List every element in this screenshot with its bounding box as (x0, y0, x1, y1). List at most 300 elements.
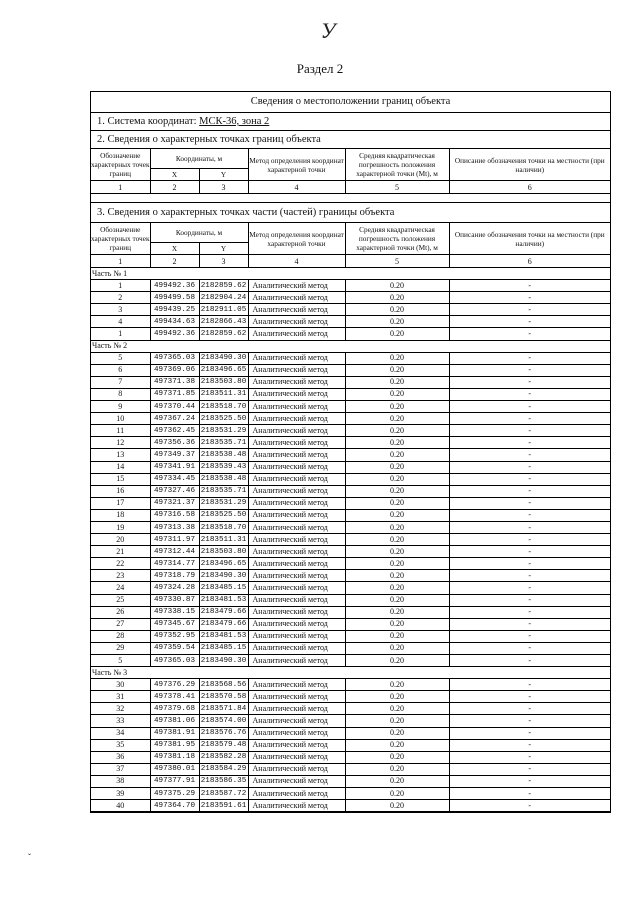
coord-y: 2183582.28 (199, 751, 248, 763)
point-id: 16 (91, 485, 150, 497)
description-cell: - (449, 703, 610, 715)
coord-y: 2183531.29 (199, 497, 248, 509)
table-row (91, 497, 610, 509)
method-header: Метод определения координат характерной точки (248, 223, 345, 255)
description-cell: - (449, 437, 610, 449)
coord-y: 2183511.31 (199, 534, 248, 546)
method-cell: Аналитический метод (248, 292, 345, 304)
coord-x: 497371.38 (150, 376, 199, 388)
accuracy-cell: 0.20 (345, 485, 449, 497)
part-label-row (91, 268, 610, 280)
accuracy-cell: 0.20 (345, 739, 449, 751)
point-id: 21 (91, 546, 150, 558)
coord-x: 497314.77 (150, 558, 199, 570)
scan-mark: ˇ (28, 852, 31, 862)
coord-x: 497321.37 (150, 497, 199, 509)
method-cell: Аналитический метод (248, 461, 345, 473)
point-id: 31 (91, 691, 150, 703)
accuracy-header: Средняя квадратическая погрешность положения характерной точки (Mt), м (345, 223, 449, 255)
description-cell: - (449, 509, 610, 521)
table-row (91, 582, 610, 594)
coord-y: 2183490.30 (199, 352, 248, 364)
description-cell: - (449, 449, 610, 461)
method-cell: Аналитический метод (248, 437, 345, 449)
coord-x: 499492.36 (150, 280, 199, 292)
accuracy-cell: 0.20 (345, 316, 449, 328)
coord-x: 497338.15 (150, 606, 199, 618)
coord-y: 2183587.72 (199, 788, 248, 800)
table-row (91, 534, 610, 546)
accuracy-cell: 0.20 (345, 618, 449, 630)
point-id: 12 (91, 437, 150, 449)
table-row (91, 606, 610, 618)
point-id: 25 (91, 594, 150, 606)
table-row (91, 751, 610, 763)
description-cell: - (449, 679, 610, 691)
accuracy-cell: 0.20 (345, 606, 449, 618)
coord-x: 497365.03 (150, 655, 199, 667)
accuracy-cell: 0.20 (345, 534, 449, 546)
point-id: 36 (91, 751, 150, 763)
method-cell: Аналитический метод (248, 763, 345, 775)
method-cell: Аналитический метод (248, 388, 345, 400)
point-id: 13 (91, 449, 150, 461)
method-cell: Аналитический метод (248, 497, 345, 509)
accuracy-cell: 0.20 (345, 679, 449, 691)
coord-y: 2183525.50 (199, 509, 248, 521)
coord-x: 497371.85 (150, 388, 199, 400)
method-cell: Аналитический метод (248, 473, 345, 485)
col-num: 1 (91, 255, 150, 268)
description-cell: - (449, 570, 610, 582)
description-cell: - (449, 401, 610, 413)
coord-x: 497356.36 (150, 437, 199, 449)
method-cell: Аналитический метод (248, 751, 345, 763)
col-num: 3 (199, 255, 248, 268)
method-cell: Аналитический метод (248, 582, 345, 594)
section-title: Раздел 2 (296, 61, 344, 76)
frame-title: Сведения о местоположении границ объекта (91, 92, 610, 113)
table-row (91, 739, 610, 751)
table-row (91, 703, 610, 715)
accuracy-cell: 0.20 (345, 509, 449, 521)
table-row (91, 594, 610, 606)
description-cell: - (449, 364, 610, 376)
coord-x: 499492.36 (150, 328, 199, 340)
section2-title: 2. Сведения о характерных точках границ объекта (91, 131, 610, 149)
part-label-row (91, 340, 610, 352)
table-row (91, 401, 610, 413)
coord-y: 2183485.15 (199, 582, 248, 594)
coord-x: 497381.95 (150, 739, 199, 751)
coord-y: 2182859.62 (199, 280, 248, 292)
point-id: 32 (91, 703, 150, 715)
accuracy-cell: 0.20 (345, 364, 449, 376)
point-id: 1 (91, 280, 150, 292)
description-cell: - (449, 546, 610, 558)
description-cell: - (449, 521, 610, 533)
coord-x: 497316.58 (150, 509, 199, 521)
point-id: 28 (91, 630, 150, 642)
point-id: 38 (91, 775, 150, 787)
coord-x: 497370.44 (150, 401, 199, 413)
coord-y: 2183490.30 (199, 655, 248, 667)
accuracy-cell: 0.20 (345, 691, 449, 703)
coord-y: 2183490.30 (199, 570, 248, 582)
table-row (91, 763, 610, 775)
accuracy-cell: 0.20 (345, 280, 449, 292)
coord-y: 2183586.35 (199, 775, 248, 787)
table-row (91, 449, 610, 461)
table-row (91, 292, 610, 304)
accuracy-cell: 0.20 (345, 413, 449, 425)
coord-y: 2183591.61 (199, 800, 248, 812)
method-cell: Аналитический метод (248, 316, 345, 328)
method-cell: Аналитический метод (248, 594, 345, 606)
coord-x: 497345.67 (150, 618, 199, 630)
description-cell: - (449, 316, 610, 328)
point-id: 11 (91, 425, 150, 437)
point-id: 5 (91, 352, 150, 364)
description-cell: - (449, 739, 610, 751)
description-cell: - (449, 715, 610, 727)
coord-y: 2183496.65 (199, 558, 248, 570)
coord-y: 2183571.84 (199, 703, 248, 715)
point-id: 1 (91, 328, 150, 340)
description-cell: - (449, 788, 610, 800)
coord-y: 2183538.48 (199, 449, 248, 461)
col-num: 6 (449, 255, 610, 268)
coordinates-header: Координаты, м (150, 223, 248, 243)
accuracy-cell: 0.20 (345, 703, 449, 715)
coord-y: 2183518.70 (199, 401, 248, 413)
coordinates-header: Координаты, м (150, 149, 248, 169)
method-cell: Аналитический метод (248, 727, 345, 739)
table-row (91, 280, 610, 292)
coord-x: 497377.91 (150, 775, 199, 787)
description-cell: - (449, 413, 610, 425)
method-cell: Аналитический метод (248, 618, 345, 630)
accuracy-cell: 0.20 (345, 461, 449, 473)
method-cell: Аналитический метод (248, 739, 345, 751)
accuracy-cell: 0.20 (345, 655, 449, 667)
section2-col-numbers (91, 181, 610, 194)
coord-y: 2183584.29 (199, 763, 248, 775)
accuracy-cell: 0.20 (345, 304, 449, 316)
point-id: 17 (91, 497, 150, 509)
table-row (91, 800, 610, 812)
col-num: 3 (199, 181, 248, 194)
y-header: Y (199, 169, 248, 181)
coord-y: 2182911.05 (199, 304, 248, 316)
method-cell: Аналитический метод (248, 691, 345, 703)
description-cell: - (449, 292, 610, 304)
table-row (91, 521, 610, 533)
method-cell: Аналитический метод (248, 328, 345, 340)
accuracy-cell: 0.20 (345, 473, 449, 485)
accuracy-cell: 0.20 (345, 401, 449, 413)
coord-y: 2183496.65 (199, 364, 248, 376)
description-cell: - (449, 691, 610, 703)
accuracy-cell: 0.20 (345, 594, 449, 606)
coord-x: 497369.06 (150, 364, 199, 376)
description-cell: - (449, 618, 610, 630)
point-id: 24 (91, 582, 150, 594)
x-header: X (150, 169, 199, 181)
coord-system-value: МСК-36, зона 2 (199, 116, 270, 127)
point-id: 19 (91, 521, 150, 533)
part-label: Часть № 2 (91, 340, 610, 352)
method-cell: Аналитический метод (248, 606, 345, 618)
coord-y: 2183539.43 (199, 461, 248, 473)
accuracy-cell: 0.20 (345, 558, 449, 570)
coord-x: 497318.79 (150, 570, 199, 582)
section3-col-numbers (91, 255, 610, 268)
description-cell: - (449, 727, 610, 739)
coord-y: 2183503.80 (199, 376, 248, 388)
designation-header: Обозначение характерных точек границ (91, 223, 150, 255)
col-num: 2 (150, 181, 199, 194)
section3-title: 3. Сведения о характерных точках части (частей) границы объекта (91, 203, 610, 223)
method-cell: Аналитический метод (248, 546, 345, 558)
accuracy-cell: 0.20 (345, 570, 449, 582)
method-cell: Аналитический метод (248, 304, 345, 316)
coord-y: 2182904.24 (199, 292, 248, 304)
col-num: 4 (248, 255, 345, 268)
table-row (91, 788, 610, 800)
coord-y: 2183576.76 (199, 727, 248, 739)
table-row (91, 413, 610, 425)
point-id: 22 (91, 558, 150, 570)
coord-x: 499434.63 (150, 316, 199, 328)
coord-x: 497381.18 (150, 751, 199, 763)
accuracy-header: Средняя квадратическая погрешность положения характерной точки (Mt), м (345, 149, 449, 181)
part-label: Часть № 3 (91, 667, 610, 679)
points-table-body (91, 268, 610, 812)
method-cell: Аналитический метод (248, 800, 345, 812)
table-row (91, 425, 610, 437)
point-id: 14 (91, 461, 150, 473)
accuracy-cell: 0.20 (345, 437, 449, 449)
coord-x: 497365.03 (150, 352, 199, 364)
coord-y: 2183579.48 (199, 739, 248, 751)
accuracy-cell: 0.20 (345, 497, 449, 509)
description-cell: - (449, 630, 610, 642)
accuracy-cell: 0.20 (345, 388, 449, 400)
coord-x: 497327.46 (150, 485, 199, 497)
coord-x: 497312.44 (150, 546, 199, 558)
coord-y: 2183535.71 (199, 437, 248, 449)
table-row (91, 473, 610, 485)
method-cell: Аналитический метод (248, 642, 345, 654)
col-num: 1 (91, 181, 150, 194)
point-id: 26 (91, 606, 150, 618)
method-cell: Аналитический метод (248, 630, 345, 642)
description-cell: - (449, 534, 610, 546)
coord-y: 2183538.48 (199, 473, 248, 485)
x-header: X (150, 243, 199, 255)
description-header: Описание обозначения точки на местности (при наличии) (449, 223, 610, 255)
description-cell: - (449, 328, 610, 340)
coord-system-line (91, 113, 610, 131)
point-id: 29 (91, 642, 150, 654)
accuracy-cell: 0.20 (345, 352, 449, 364)
point-id: 23 (91, 570, 150, 582)
table-row (91, 364, 610, 376)
description-cell: - (449, 655, 610, 667)
table-row (91, 304, 610, 316)
boundary-info-frame (90, 91, 611, 813)
page-number: У (320, 18, 336, 43)
coord-x: 497378.41 (150, 691, 199, 703)
point-id: 7 (91, 376, 150, 388)
coord-x: 497381.06 (150, 715, 199, 727)
method-cell: Аналитический метод (248, 534, 345, 546)
coord-x: 497330.87 (150, 594, 199, 606)
coord-y: 2183479.66 (199, 618, 248, 630)
coord-x: 497334.45 (150, 473, 199, 485)
accuracy-cell: 0.20 (345, 763, 449, 775)
col-num: 4 (248, 181, 345, 194)
section3-table (91, 223, 610, 812)
coord-y: 2182859.62 (199, 328, 248, 340)
description-cell: - (449, 425, 610, 437)
coord-x: 497379.68 (150, 703, 199, 715)
point-id: 35 (91, 739, 150, 751)
description-cell: - (449, 751, 610, 763)
table-row (91, 328, 610, 340)
coord-x: 497349.37 (150, 449, 199, 461)
coord-y: 2183535.71 (199, 485, 248, 497)
description-cell: - (449, 376, 610, 388)
accuracy-cell: 0.20 (345, 751, 449, 763)
coord-x: 497375.29 (150, 788, 199, 800)
accuracy-cell: 0.20 (345, 376, 449, 388)
description-cell: - (449, 775, 610, 787)
accuracy-cell: 0.20 (345, 788, 449, 800)
part-label: Часть № 1 (91, 268, 610, 280)
method-cell: Аналитический метод (248, 703, 345, 715)
coord-y: 2183568.56 (199, 679, 248, 691)
table-row (91, 546, 610, 558)
table-row (91, 352, 610, 364)
point-id: 37 (91, 763, 150, 775)
table-row (91, 715, 610, 727)
table-row (91, 630, 610, 642)
accuracy-cell: 0.20 (345, 727, 449, 739)
coord-x: 497341.91 (150, 461, 199, 473)
table-row (91, 727, 610, 739)
table-row (91, 388, 610, 400)
part-label-row (91, 667, 610, 679)
coord-x: 497380.01 (150, 763, 199, 775)
point-id: 33 (91, 715, 150, 727)
coord-x: 497311.97 (150, 534, 199, 546)
coord-y: 2183525.50 (199, 413, 248, 425)
coord-y: 2183481.53 (199, 630, 248, 642)
table-row (91, 618, 610, 630)
method-cell: Аналитический метод (248, 413, 345, 425)
point-id: 40 (91, 800, 150, 812)
y-header: Y (199, 243, 248, 255)
accuracy-cell: 0.20 (345, 425, 449, 437)
description-cell: - (449, 485, 610, 497)
point-id: 39 (91, 788, 150, 800)
point-id: 9 (91, 401, 150, 413)
coord-x: 497364.70 (150, 800, 199, 812)
method-cell: Аналитический метод (248, 509, 345, 521)
table-row (91, 437, 610, 449)
description-cell: - (449, 594, 610, 606)
table-row (91, 461, 610, 473)
section2-table (91, 149, 610, 194)
coord-x: 497324.28 (150, 582, 199, 594)
method-cell: Аналитический метод (248, 364, 345, 376)
coord-x: 497359.54 (150, 642, 199, 654)
description-cell: - (449, 606, 610, 618)
description-cell: - (449, 558, 610, 570)
coord-x: 499499.58 (150, 292, 199, 304)
point-id: 6 (91, 364, 150, 376)
coord-y: 2183518.70 (199, 521, 248, 533)
coord-x: 499439.25 (150, 304, 199, 316)
coord-x: 497313.38 (150, 521, 199, 533)
section3-header-row (91, 223, 610, 243)
section2-header-row (91, 149, 610, 169)
accuracy-cell: 0.20 (345, 582, 449, 594)
coord-y: 2182866.43 (199, 316, 248, 328)
method-cell: Аналитический метод (248, 715, 345, 727)
description-cell: - (449, 497, 610, 509)
coord-y: 2183481.53 (199, 594, 248, 606)
method-header: Метод определения координат характерной точки (248, 149, 345, 181)
description-cell: - (449, 800, 610, 812)
description-cell: - (449, 352, 610, 364)
table-row (91, 376, 610, 388)
accuracy-cell: 0.20 (345, 328, 449, 340)
method-cell: Аналитический метод (248, 521, 345, 533)
method-cell: Аналитический метод (248, 376, 345, 388)
coord-y: 2183570.58 (199, 691, 248, 703)
point-id: 15 (91, 473, 150, 485)
description-cell: - (449, 461, 610, 473)
point-id: 34 (91, 727, 150, 739)
point-id: 20 (91, 534, 150, 546)
accuracy-cell: 0.20 (345, 715, 449, 727)
coord-x: 497376.29 (150, 679, 199, 691)
method-cell: Аналитический метод (248, 775, 345, 787)
coord-y: 2183485.15 (199, 642, 248, 654)
description-header: Описание обозначения точки на местности (при наличии) (449, 149, 610, 181)
table-row (91, 679, 610, 691)
description-cell: - (449, 304, 610, 316)
coord-x: 497367.24 (150, 413, 199, 425)
accuracy-cell: 0.20 (345, 292, 449, 304)
accuracy-cell: 0.20 (345, 642, 449, 654)
method-cell: Аналитический метод (248, 655, 345, 667)
method-cell: Аналитический метод (248, 401, 345, 413)
description-cell: - (449, 582, 610, 594)
table-row (91, 655, 610, 667)
coord-y: 2183503.80 (199, 546, 248, 558)
accuracy-cell: 0.20 (345, 775, 449, 787)
method-cell: Аналитический метод (248, 679, 345, 691)
accuracy-cell: 0.20 (345, 630, 449, 642)
coord-y: 2183574.00 (199, 715, 248, 727)
point-id: 3 (91, 304, 150, 316)
coord-y: 2183479.66 (199, 606, 248, 618)
table-row (91, 558, 610, 570)
